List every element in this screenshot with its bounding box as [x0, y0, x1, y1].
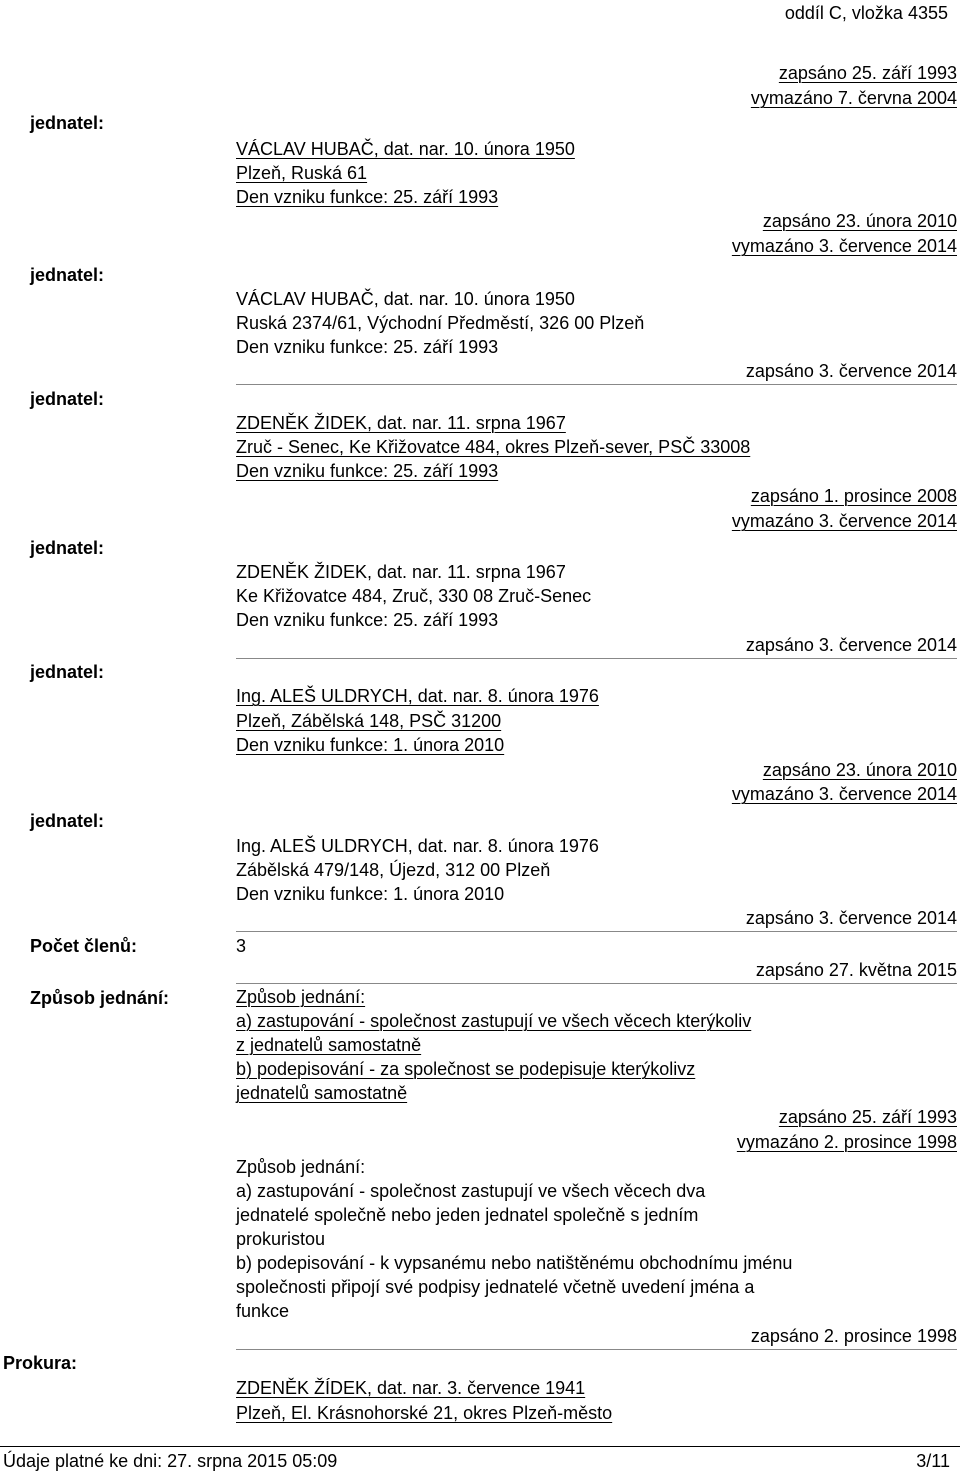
deleted-date: vymazáno 3. července 2014 — [731, 784, 957, 804]
acting-method-line: a) zastupování - společnost zastupují ve všech věcech dva — [236, 1181, 706, 1201]
member-count-value: 3 — [236, 936, 247, 956]
jednatel-start: Den vzniku funkce: 25. září 1993 — [236, 187, 499, 207]
recorded-date: zapsáno 1. prosince 2008 — [750, 486, 957, 506]
acting-method-label: Způsob jednání: — [30, 988, 169, 1008]
jednatel-start: Den vzniku funkce: 1. února 2010 — [236, 884, 505, 904]
acting-method-line: jednatelů samostatně — [236, 1083, 408, 1103]
acting-method-heading: Způsob jednání: — [236, 1157, 366, 1177]
jednatel-name: Ing. ALEŠ ULDRYCH, dat. nar. 8. února 1976 — [236, 686, 599, 706]
deleted-date: vymazáno 3. července 2014 — [731, 236, 957, 256]
recorded-date: zapsáno 23. února 2010 — [762, 211, 957, 231]
jednatel-start: Den vzniku funkce: 25. září 1993 — [236, 461, 499, 481]
procurist-address: Plzeň, El. Krásnohorské 21, okres Plzeň-město — [236, 1403, 613, 1423]
acting-method-heading: Způsob jednání: — [236, 987, 366, 1007]
acting-method-line: jednatelé společně nebo jeden jednatel společně s jedním — [236, 1205, 699, 1225]
entry-separator — [236, 931, 957, 932]
deleted-date: vymazáno 7. června 2004 — [750, 88, 957, 108]
acting-method-line: funkce — [236, 1301, 290, 1321]
entry-separator — [236, 658, 957, 659]
deleted-date: vymazáno 2. prosince 1998 — [736, 1132, 957, 1152]
jednatel-label: jednatel: — [30, 389, 105, 409]
recorded-date: zapsáno 25. září 1993 — [778, 63, 957, 83]
jednatel-address: Ruská 2374/61, Východní Předměstí, 326 00 Plzeň — [236, 313, 645, 333]
jednatel-address: Plzeň, Zábělská 148, PSČ 31200 — [236, 711, 502, 731]
entry-separator — [236, 1349, 957, 1350]
jednatel-label: jednatel: — [30, 538, 105, 558]
jednatel-start: Den vzniku funkce: 25. září 1993 — [236, 610, 499, 630]
jednatel-name: VÁCLAV HUBAČ, dat. nar. 10. února 1950 — [236, 139, 575, 159]
jednatel-name: Ing. ALEŠ ULDRYCH, dat. nar. 8. února 1976 — [236, 836, 599, 856]
jednatel-address: Zábělská 479/148, Újezd, 312 00 Plzeň — [236, 860, 551, 880]
jednatel-start: Den vzniku funkce: 1. února 2010 — [236, 735, 505, 755]
page-number: 3/11 — [916, 1451, 950, 1471]
deleted-date: vymazáno 3. července 2014 — [731, 511, 957, 531]
recorded-date: zapsáno 3. července 2014 — [745, 908, 957, 928]
jednatel-label: jednatel: — [30, 811, 105, 831]
entry-separator — [236, 384, 957, 385]
jednatel-label: jednatel: — [30, 113, 105, 133]
jednatel-label: jednatel: — [30, 662, 105, 682]
jednatel-name: ZDENĚK ŽIDEK, dat. nar. 11. srpna 1967 — [236, 562, 566, 582]
entry-separator — [236, 983, 957, 984]
jednatel-name: VÁCLAV HUBAČ, dat. nar. 10. února 1950 — [236, 289, 575, 309]
recorded-date: zapsáno 23. února 2010 — [762, 760, 957, 780]
recorded-date: zapsáno 2. prosince 1998 — [750, 1326, 957, 1346]
recorded-date: zapsáno 3. července 2014 — [745, 361, 957, 381]
jednatel-name: ZDENĚK ŽIDEK, dat. nar. 11. srpna 1967 — [236, 413, 566, 433]
recorded-date: zapsáno 25. září 1993 — [778, 1107, 957, 1127]
section-reference: oddíl C, vložka 4355 — [784, 3, 948, 23]
jednatel-address: Ke Křižovatce 484, Zruč, 330 08 Zruč-Senec — [236, 586, 592, 606]
acting-method-line: b) podepisování - k vypsanému nebo natištěnému obchodnímu jménu — [236, 1253, 793, 1273]
jednatel-label: jednatel: — [30, 265, 105, 285]
footer-rule — [0, 1446, 960, 1447]
jednatel-start: Den vzniku funkce: 25. září 1993 — [236, 337, 499, 357]
procuration-label: Prokura: — [3, 1353, 78, 1373]
procurist-name: ZDENĚK ŽÍDEK, dat. nar. 3. července 1941 — [236, 1378, 586, 1398]
jednatel-address: Plzeň, Ruská 61 — [236, 163, 368, 183]
valid-as-of: Údaje platné ke dni: 27. srpna 2015 05:09 — [3, 1451, 338, 1471]
acting-method-line: b) podepisování - za společnost se podepisuje kterýkolivz — [236, 1059, 696, 1079]
acting-method-line: prokuristou — [236, 1229, 326, 1249]
recorded-date: zapsáno 3. července 2014 — [745, 635, 957, 655]
jednatel-address: Zruč - Senec, Ke Křižovatce 484, okres Plzeň-sever, PSČ 33008 — [236, 437, 751, 457]
member-count-label: Počet členů: — [30, 936, 138, 956]
acting-method-line: společnosti připojí své podpisy jednatelé včetně uvedení jména a — [236, 1277, 755, 1297]
acting-method-line: z jednatelů samostatně — [236, 1035, 422, 1055]
acting-method-line: a) zastupování - společnost zastupují ve všech věcech kterýkoliv — [236, 1011, 752, 1031]
recorded-date: zapsáno 27. května 2015 — [755, 960, 957, 980]
